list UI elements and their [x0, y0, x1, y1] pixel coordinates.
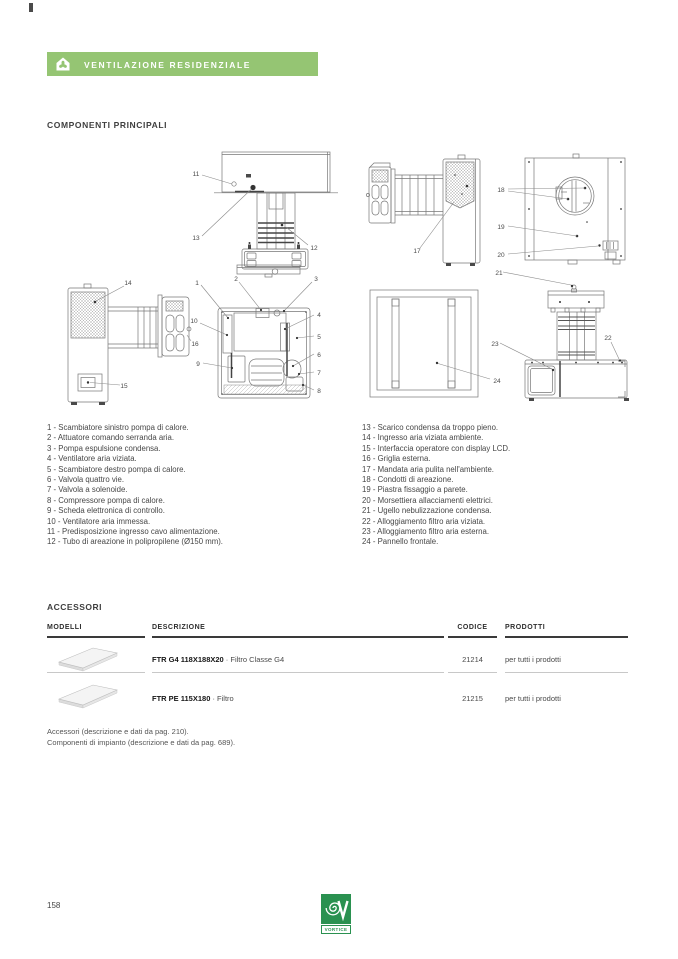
- legend-item: 7 - Valvola a solenoide.: [47, 485, 128, 495]
- footnote-components: Componenti di impianto (descrizione e dati da pag. 689).: [47, 738, 236, 747]
- diagram-callout-20: 20: [497, 252, 505, 259]
- legend-item: 10 - Ventilatore aria immessa.: [47, 516, 151, 526]
- diagram-rear-view: [508, 154, 625, 264]
- legend-item: 15 - Interfaccia operatore con display LCD.: [362, 443, 511, 453]
- legend-item: 17 - Mandata aria pulita nell'ambiente.: [362, 464, 494, 474]
- column-header-codice: CODICE: [457, 624, 488, 631]
- header-rule: [448, 636, 497, 638]
- vortice-logo: [321, 894, 353, 934]
- header-rule: [152, 636, 444, 638]
- diagram-callout-15: 15: [120, 383, 128, 390]
- legend-item: 19 - Piastra fissaggio a parete.: [362, 485, 468, 495]
- legend-item: 16 - Griglia esterna.: [362, 454, 431, 464]
- diagram-callout-9: 9: [196, 361, 200, 368]
- diagram-top-duct-view: [202, 152, 338, 274]
- print-mark: [29, 3, 33, 12]
- table-row-description: [152, 655, 284, 664]
- diagram-callout-21: 21: [495, 270, 503, 277]
- legend-item: 18 - Condotti di areazione.: [362, 475, 454, 485]
- diagram-callout-7: 7: [317, 370, 321, 377]
- footnote-accessories: Accessori (descrizione e dati da pag. 210).: [47, 727, 189, 736]
- model-description: · Filtro: [210, 694, 234, 703]
- table-row-code: 21214: [462, 655, 483, 664]
- row-divider: [47, 672, 145, 673]
- legend-item: 22 - Alloggiamento filtro aria viziata.: [362, 516, 486, 526]
- legend-item: 2 - Attuatore comando serranda aria.: [47, 433, 174, 443]
- category-banner: [47, 52, 318, 76]
- accessories-title: ACCESSORI: [47, 602, 103, 612]
- vortice-logo-text: VORTICE: [321, 925, 351, 934]
- legend-item: 11 - Predisposizione ingresso cavo alimentazione.: [47, 527, 220, 537]
- diagram-callout-3: 3: [314, 276, 318, 283]
- diagram-callout-24: 24: [493, 378, 501, 385]
- legend-item: 9 - Scheda elettronica di controllo.: [47, 506, 165, 516]
- legend-item: 14 - Ingresso aria viziata ambiente.: [362, 433, 484, 443]
- diagram-callout-14: 14: [124, 280, 132, 287]
- spiral-icon: [326, 903, 340, 915]
- diagram-callout-16: 16: [191, 341, 199, 348]
- diagram-callout-labels: [120, 171, 612, 395]
- legend-column-left: [47, 423, 223, 548]
- legend-item: 3 - Pompa espulsione condensa.: [47, 443, 161, 453]
- product-image-filter-g4: [57, 645, 119, 678]
- table-row-code: 21215: [462, 694, 483, 703]
- legend-item: 23 - Alloggiamento filtro aria esterna.: [362, 527, 489, 537]
- diagram-callout-19: 19: [497, 224, 505, 231]
- column-header-descrizione: DESCRIZIONE: [152, 624, 206, 631]
- legend-item: 24 - Pannello frontale.: [362, 537, 439, 547]
- legend-item: 13 - Scarico condensa da troppo pieno.: [362, 423, 499, 432]
- row-divider: [152, 672, 444, 673]
- diagram-front-view: [68, 284, 191, 405]
- model-description: · Filtro Classe G4: [223, 655, 285, 664]
- header-rule: [47, 636, 145, 638]
- diagram-callout-18: 18: [497, 187, 505, 194]
- row-divider: [448, 672, 497, 673]
- legend-item: 12 - Tubo di areazione in polipropilene (Ø150 mm).: [47, 537, 223, 547]
- vortice-logo-mark: [321, 894, 351, 924]
- diagram-callout-5: 5: [317, 334, 321, 341]
- legend-item: 6 - Valvola quattro vie.: [47, 475, 124, 485]
- v-icon: [339, 901, 348, 917]
- legend-item: 8 - Compressore pompa di calore.: [47, 495, 165, 505]
- footnotes: [47, 726, 235, 748]
- legend-item: 4 - Ventilatore aria viziata.: [47, 454, 137, 464]
- legend-item: 20 - Morsettiera allacciamenti elettrici.: [362, 495, 493, 505]
- legend-column-right: [362, 423, 510, 548]
- model-code: FTR PE 115X180: [152, 694, 211, 703]
- diagram-internal-view: [200, 265, 314, 398]
- diagram-callout-12: 12: [310, 245, 318, 252]
- diagram-side-duct-view: [366, 155, 480, 266]
- component-diagrams: [40, 145, 640, 415]
- diagram-callout-1: 1: [195, 280, 199, 287]
- diagram-callout-8: 8: [317, 388, 321, 395]
- accessories-table: [47, 622, 628, 718]
- table-row-description: [152, 694, 234, 703]
- diagram-callout-6: 6: [317, 352, 321, 359]
- legend-item: 21 - Ugello nebulizzazione condensa.: [362, 506, 492, 516]
- row-divider: [505, 672, 628, 673]
- diagram-callout-10: 10: [190, 318, 198, 325]
- legend-item: 5 - Scambiatore destro pompa di calore.: [47, 464, 186, 474]
- diagram-callout-13: 13: [192, 235, 200, 242]
- diagram-callout-17: 17: [413, 248, 421, 255]
- header-rule: [505, 636, 628, 638]
- page-number: 158: [47, 901, 61, 910]
- diagram-callout-4: 4: [317, 312, 321, 319]
- table-row-products: per tutti i prodotti: [505, 655, 561, 664]
- diagram-callout-23: 23: [491, 341, 499, 348]
- diagram-callout-22: 22: [604, 335, 612, 342]
- column-header-prodotti: PRODOTTI: [505, 624, 546, 631]
- diagram-front-panel: [370, 290, 490, 397]
- column-header-modelli: MODELLI: [47, 624, 82, 631]
- product-image-filter-pe: [57, 682, 119, 715]
- model-code: FTR G4 118X188X20: [152, 655, 224, 664]
- diagram-callout-2: 2: [234, 276, 238, 283]
- table-row-products: per tutti i prodotti: [505, 694, 561, 703]
- section-title: COMPONENTI PRINCIPALI: [47, 120, 168, 130]
- diagram-callout-11: 11: [192, 171, 200, 178]
- legend-item: 1 - Scambiatore sinistro pompa di calore.: [47, 423, 189, 432]
- house-fan-icon: [55, 56, 71, 72]
- banner-title: VENTILAZIONE RESIDENZIALE: [84, 59, 252, 70]
